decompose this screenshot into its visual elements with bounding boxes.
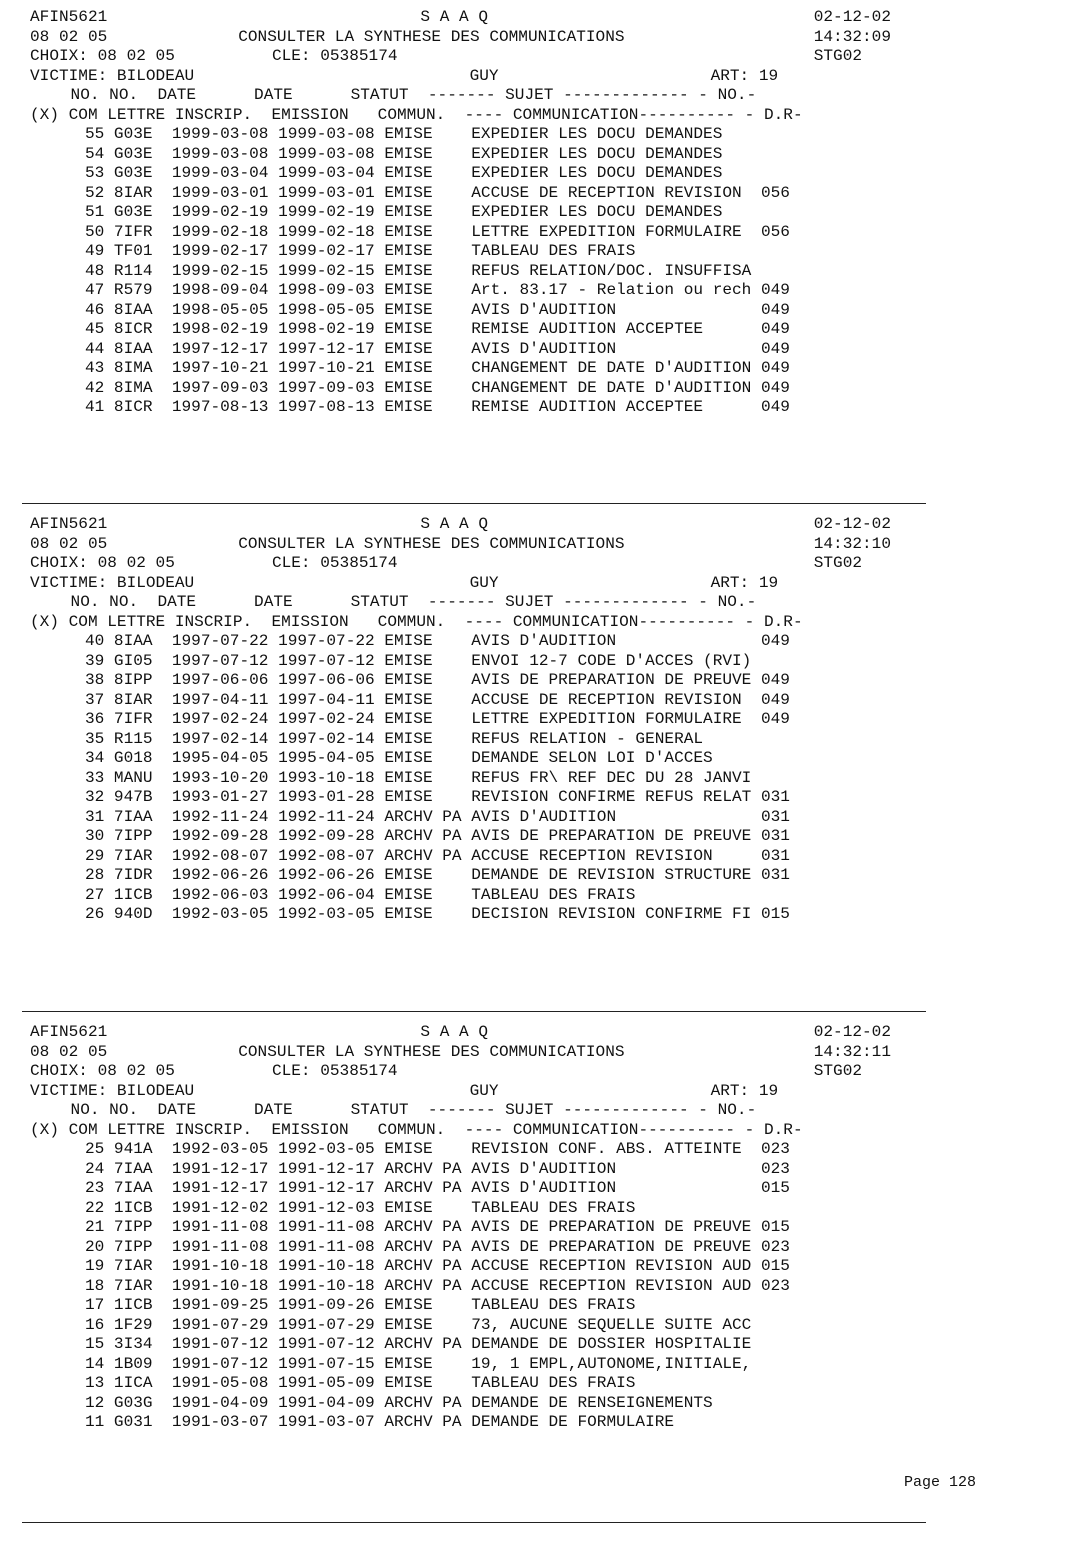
table-row: 17 1ICB 1991-09-25 1991-09-26 EMISE TABLEAU DES FRAIS bbox=[84, 1296, 761, 1314]
table-row: 15 3I34 1991-07-12 1991-07-12 ARCHV PA DEMANDE DE DOSSIER HOSPITALIE bbox=[84, 1335, 761, 1353]
table-row: 51 G03E 1999-02-19 1999-02-19 EMISE EXPEDIER LES DOCU DEMANDES bbox=[84, 203, 761, 221]
program-code: AFIN5621 bbox=[30, 8, 108, 26]
table-row: 19 7IAR 1991-10-18 1991-10-18 ARCHV PA ACCUSE RECEPTION REVISION AUD 015 bbox=[84, 1257, 790, 1275]
table-row: 25 941A 1992-03-05 1992-03-05 EMISE REVISION CONF. ABS. ATTEINTE 023 bbox=[84, 1140, 790, 1158]
screen-title: CONSULTER LA SYNTHESE DES COMMUNICATIONS bbox=[238, 1042, 625, 1061]
menu-code: 08 02 05 bbox=[30, 534, 108, 553]
choix-field: CHOIX: 08 02 05 bbox=[30, 554, 175, 572]
menu-code: 08 02 05 bbox=[30, 1042, 108, 1061]
terminal-id: STG02 bbox=[813, 554, 863, 572]
table-row: 46 8IAA 1998-05-05 1998-05-05 EMISE AVIS D'AUDITION 049 bbox=[84, 300, 790, 319]
table-row: 38 8IPP 1997-06-06 1997-06-06 EMISE AVIS DE PREPARATION DE PREUVE 049 bbox=[84, 671, 790, 689]
page-separator-rule bbox=[22, 503, 926, 504]
table-row: 33 MANU 1993-10-20 1993-10-18 EMISE REFUS FR\ REF DEC DU 28 JANVI bbox=[84, 768, 761, 787]
table-row: 14 1B09 1991-07-12 1991-07-15 EMISE 19, 1 EMPL,AUTONOME,INITIALE, bbox=[84, 1354, 761, 1373]
screen-time: 14:32:10 bbox=[813, 534, 891, 553]
table-header-line-1: NO. NO. DATE DATE STATUT ------- SUJET ------------- - NO.- bbox=[41, 593, 757, 611]
table-row: 26 940D 1992-03-05 1992-03-05 EMISE DECISION REVISION CONFIRME FI 015 bbox=[84, 905, 790, 923]
art-field: ART: 19 bbox=[710, 66, 779, 85]
table-row: 21 7IPP 1991-11-08 1991-11-08 ARCHV PA AVIS DE PREPARATION DE PREUVE 015 bbox=[84, 1218, 790, 1236]
table-row: 32 947B 1993-01-27 1993-01-28 EMISE REVISION CONFIRME REFUS RELAT 031 bbox=[84, 788, 790, 806]
table-row: 11 G031 1991-03-07 1991-03-07 ARCHV PA DEMANDE DE FORMULAIRE bbox=[84, 1413, 761, 1431]
cle-field: CLE: 05385174 bbox=[271, 47, 398, 65]
table-row: 30 7IPP 1992-09-28 1992-09-28 ARCHV PA AVIS DE PREPARATION DE PREUVE 031 bbox=[84, 827, 790, 845]
table-header-line-1: NO. NO. DATE DATE STATUT ------- SUJET ------------- - NO.- bbox=[41, 1101, 757, 1119]
victime-field: VICTIME: BILODEAU bbox=[30, 66, 195, 85]
program-code: AFIN5621 bbox=[30, 515, 108, 533]
menu-code: 08 02 05 bbox=[30, 27, 108, 46]
table-row: 13 1ICA 1991-05-08 1991-05-09 EMISE TABLEAU DES FRAIS bbox=[84, 1374, 761, 1392]
system-name: S A A Q bbox=[420, 515, 489, 533]
table-row: 20 7IPP 1991-11-08 1991-11-08 ARCHV PA AVIS DE PREPARATION DE PREUVE 023 bbox=[84, 1237, 790, 1256]
table-row: 54 G03E 1999-03-08 1999-03-08 EMISE EXPEDIER LES DOCU DEMANDES bbox=[84, 144, 761, 163]
choix-field: CHOIX: 08 02 05 bbox=[30, 1062, 175, 1080]
system-name: S A A Q bbox=[420, 8, 489, 26]
screen-time: 14:32:11 bbox=[813, 1042, 891, 1061]
victime-prenom: GUY bbox=[469, 1081, 499, 1100]
screen-title: CONSULTER LA SYNTHESE DES COMMUNICATIONS bbox=[238, 534, 625, 553]
table-row: 53 G03E 1999-03-04 1999-03-04 EMISE EXPEDIER LES DOCU DEMANDES bbox=[84, 164, 761, 182]
table-row: 48 R114 1999-02-15 1999-02-15 EMISE REFUS RELATION/DOC. INSUFFISA bbox=[84, 261, 761, 280]
table-row: 35 R115 1997-02-14 1997-02-14 EMISE REFUS RELATION - GENERAL bbox=[84, 729, 761, 748]
table-row: 12 G03G 1991-04-09 1991-04-09 ARCHV PA DEMANDE DE RENSEIGNEMENTS bbox=[84, 1393, 761, 1412]
victime-field: VICTIME: BILODEAU bbox=[30, 1081, 195, 1100]
screen-date: 02-12-02 bbox=[813, 515, 891, 533]
table-row: 24 7IAA 1991-12-17 1991-12-17 ARCHV PA AVIS D'AUDITION 023 bbox=[84, 1159, 790, 1178]
table-row: 42 8IMA 1997-09-03 1997-09-03 EMISE CHANGEMENT DE DATE D'AUDITION 049 bbox=[84, 378, 790, 397]
victime-prenom: GUY bbox=[469, 573, 499, 592]
table-row: 34 G018 1995-04-05 1995-04-05 EMISE DEMANDE SELON LOI D'ACCES bbox=[84, 749, 761, 767]
art-field: ART: 19 bbox=[710, 573, 779, 592]
table-row: 22 1ICB 1991-12-02 1991-12-03 EMISE TABLEAU DES FRAIS bbox=[84, 1198, 761, 1217]
terminal-id: STG02 bbox=[813, 1062, 863, 1080]
table-row: 52 8IAR 1999-03-01 1999-03-01 EMISE ACCUSE DE RECEPTION REVISION 056 bbox=[84, 183, 790, 202]
terminal-id: STG02 bbox=[813, 47, 863, 65]
table-row: 43 8IMA 1997-10-21 1997-10-21 EMISE CHANGEMENT DE DATE D'AUDITION 049 bbox=[84, 359, 790, 377]
table-row: 23 7IAA 1991-12-17 1991-12-17 ARCHV PA AVIS D'AUDITION 015 bbox=[84, 1179, 790, 1197]
table-header-line-2: (X) COM LETTRE INSCRIP. EMISSION COMMUN. ---- COMMUNICATION---------- - D.R- bbox=[30, 105, 803, 124]
table-row: 36 7IFR 1997-02-24 1997-02-24 EMISE LETTRE EXPEDITION FORMULAIRE 049 bbox=[84, 710, 790, 728]
table-row: 29 7IAR 1992-08-07 1992-08-07 ARCHV PA ACCUSE RECEPTION REVISION 031 bbox=[84, 846, 790, 865]
table-row: 18 7IAR 1991-10-18 1991-10-18 ARCHV PA ACCUSE RECEPTION REVISION AUD 023 bbox=[84, 1276, 790, 1295]
table-header-line-2: (X) COM LETTRE INSCRIP. EMISSION COMMUN. ---- COMMUNICATION---------- - D.R- bbox=[30, 1120, 803, 1139]
table-header-line-1: NO. NO. DATE DATE STATUT ------- SUJET ------------- - NO.- bbox=[41, 86, 757, 104]
victime-field: VICTIME: BILODEAU bbox=[30, 573, 195, 592]
table-row: 55 G03E 1999-03-08 1999-03-08 EMISE EXPEDIER LES DOCU DEMANDES bbox=[84, 125, 761, 143]
table-row: 16 1F29 1991-07-29 1991-07-29 EMISE 73, AUCUNE SEQUELLE SUITE ACC bbox=[84, 1315, 761, 1334]
table-row: 49 TF01 1999-02-17 1999-02-17 EMISE TABLEAU DES FRAIS bbox=[84, 242, 761, 260]
table-row: 50 7IFR 1999-02-18 1999-02-18 EMISE LETTRE EXPEDITION FORMULAIRE 056 bbox=[84, 222, 790, 241]
table-row: 31 7IAA 1992-11-24 1992-11-24 ARCHV PA AVIS D'AUDITION 031 bbox=[84, 807, 790, 826]
table-row: 47 R579 1998-09-04 1998-09-03 EMISE Art. 83.17 - Relation ou rech 049 bbox=[84, 281, 790, 299]
page-separator-rule bbox=[22, 1011, 926, 1012]
table-row: 41 8ICR 1997-08-13 1997-08-13 EMISE REMISE AUDITION ACCEPTEE 049 bbox=[84, 398, 790, 416]
screen-date: 02-12-02 bbox=[813, 8, 891, 26]
page-separator-rule bbox=[22, 1522, 926, 1523]
screen-date: 02-12-02 bbox=[813, 1023, 891, 1041]
choix-field: CHOIX: 08 02 05 bbox=[30, 47, 175, 65]
table-header-line-2: (X) COM LETTRE INSCRIP. EMISSION COMMUN. ---- COMMUNICATION---------- - D.R- bbox=[30, 612, 803, 631]
cle-field: CLE: 05385174 bbox=[271, 1062, 398, 1080]
table-row: 44 8IAA 1997-12-17 1997-12-17 EMISE AVIS D'AUDITION 049 bbox=[84, 339, 790, 358]
page-number: Page 128 bbox=[904, 1474, 977, 1491]
system-name: S A A Q bbox=[420, 1023, 489, 1041]
screen-time: 14:32:09 bbox=[813, 27, 891, 46]
screen-title: CONSULTER LA SYNTHESE DES COMMUNICATIONS bbox=[238, 27, 625, 46]
cle-field: CLE: 05385174 bbox=[271, 554, 398, 572]
art-field: ART: 19 bbox=[710, 1081, 779, 1100]
victime-prenom: GUY bbox=[469, 66, 499, 85]
table-row: 27 1ICB 1992-06-03 1992-06-04 EMISE TABLEAU DES FRAIS bbox=[84, 885, 761, 904]
table-row: 40 8IAA 1997-07-22 1997-07-22 EMISE AVIS D'AUDITION 049 bbox=[84, 632, 790, 650]
table-row: 39 GI05 1997-07-12 1997-07-12 EMISE ENVOI 12-7 CODE D'ACCES (RVI) bbox=[84, 651, 761, 670]
table-row: 45 8ICR 1998-02-19 1998-02-19 EMISE REMISE AUDITION ACCEPTEE 049 bbox=[84, 320, 790, 338]
table-row: 37 8IAR 1997-04-11 1997-04-11 EMISE ACCUSE DE RECEPTION REVISION 049 bbox=[84, 690, 790, 709]
program-code: AFIN5621 bbox=[30, 1023, 108, 1041]
table-row: 28 7IDR 1992-06-26 1992-06-26 EMISE DEMANDE DE REVISION STRUCTURE 031 bbox=[84, 866, 790, 884]
